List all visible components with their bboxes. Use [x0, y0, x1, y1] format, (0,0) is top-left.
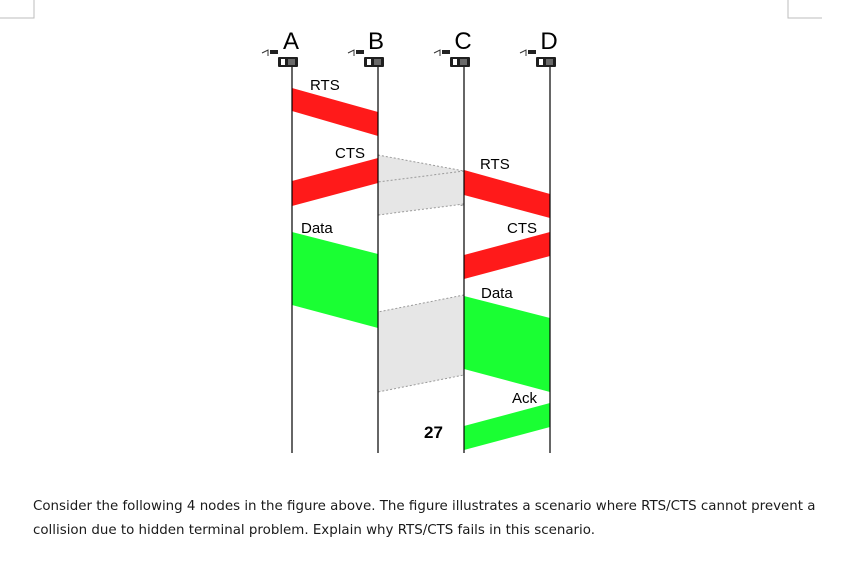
node-c: [434, 28, 472, 67]
rts-label-a: RTS: [310, 77, 340, 94]
node-a: [262, 28, 299, 67]
cts-label-d: CTS: [507, 220, 537, 237]
overheard-data-region: [378, 295, 464, 392]
cts-label-b: CTS: [335, 145, 365, 162]
node-b: [348, 28, 384, 67]
rts-frame-a-to-b: [292, 88, 378, 136]
node-label-a: A: [282, 28, 300, 55]
node-label-d: D: [540, 28, 558, 55]
ack-frame-d-to-c: [464, 403, 550, 450]
cts-frame-b-to-a: [292, 158, 378, 206]
rts-frame-c-to-d: [464, 170, 550, 218]
overheard-regions: [378, 155, 464, 392]
slide-number: 27: [424, 423, 443, 442]
data-frame-c-to-d: [464, 296, 550, 392]
node-d: [520, 28, 558, 67]
node-label-c: C: [454, 28, 472, 55]
question-text: Consider the following 4 nodes in the figure above. The figure illustrates a scenario where RTS/CTS cannot prevent a collision due to hidden terminal problem. Explain why RTS/CTS fails in this scenario.: [33, 499, 816, 539]
node-label-b: B: [367, 28, 385, 55]
data-label-c: Data: [481, 285, 513, 302]
data-label-a: Data: [301, 220, 333, 237]
page-corner-marks: [0, 0, 822, 18]
cts-frame-d-to-c: [464, 232, 550, 279]
rts-label-c: RTS: [480, 156, 510, 173]
ack-label-d: Ack: [512, 390, 538, 407]
data-frame-a-to-b: [292, 232, 378, 328]
